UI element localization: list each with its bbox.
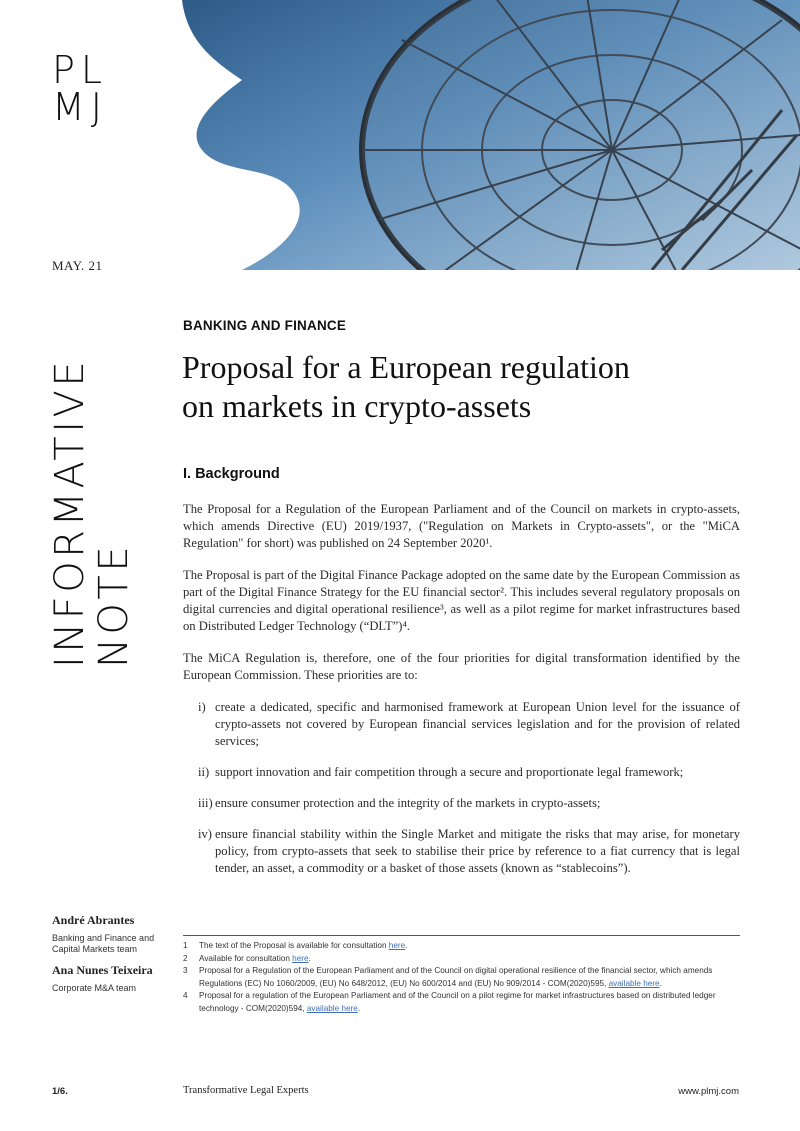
footnote-text: The text of the Proposal is available for consultation	[199, 941, 389, 950]
footnote-link[interactable]: available here	[608, 978, 660, 988]
footnote	[183, 965, 740, 990]
footnotes	[183, 940, 740, 1015]
list-item-text: support innovation and fair competition through a secure and proportionate legal framework;	[215, 765, 684, 779]
footnote-link[interactable]: here	[388, 941, 406, 950]
footnote-end: .	[357, 1003, 361, 1013]
author-team: Corporate M&A team	[52, 983, 137, 993]
paragraph: The MiCA Regulation is, therefore, one of the four priorities for digital transformation identified by the European Commission. These priorities are to:	[183, 651, 740, 682]
priorities-list	[183, 699, 740, 877]
list-item-number: i)	[198, 700, 206, 714]
footnote-end: .	[308, 953, 311, 963]
author-name: André Abrantes	[52, 913, 135, 927]
footnote-link[interactable]: here	[292, 953, 309, 963]
list-item	[183, 795, 740, 812]
footnote-end: .	[405, 941, 408, 950]
author-team: Banking and Finance and Capital Markets team	[52, 933, 155, 954]
title-line-2: on markets in crypto-assets	[182, 388, 532, 424]
footnote-end: .	[659, 978, 662, 988]
list-item-text: create a dedicated, specific and harmonised framework at European Union level for the issuance of crypto-assets not covered by European financial services legislation and for the provision of related services;	[215, 700, 740, 748]
authors-block	[52, 914, 162, 1004]
footer-tagline: Transformative Legal Experts	[183, 1085, 309, 1096]
section-label: BANKING AND FINANCE	[183, 318, 347, 333]
title-line-1: Proposal for a European regulation	[182, 349, 630, 385]
vertical-title-line-2: NOTE	[91, 542, 137, 668]
list-item-number: iv)	[198, 827, 212, 841]
plmj-logo	[52, 48, 109, 129]
footnote-link[interactable]: available here	[306, 1003, 358, 1013]
vertical-document-type	[48, 358, 136, 668]
hero-image	[182, 0, 800, 270]
logo-line-2: MJ	[52, 85, 108, 129]
footnote	[183, 990, 740, 1015]
list-item-number: ii)	[198, 765, 210, 779]
footnote	[183, 940, 740, 953]
page-number: 1/6.	[52, 1086, 68, 1097]
footer-website[interactable]: www.plmj.com	[678, 1086, 739, 1097]
paragraph: The Proposal is part of the Digital Finance Package adopted on the same date by the European Commission as part of the Digital Finance Strategy for the EU financial sector². This includes several regulatory proposals on digital currencies and digital operational resilience³, as well as a pilot regime for market infrastructures based on Distributed Ledger Technology (“DLT”)⁴.	[183, 568, 740, 633]
list-item	[183, 826, 740, 877]
list-item-number: iii)	[198, 796, 213, 810]
vertical-title-line-1: INFORMATIVE	[47, 357, 93, 668]
footnote-number: 1	[183, 941, 188, 950]
body-text	[183, 501, 740, 891]
footnote-number: 3	[183, 966, 188, 975]
footnote-text: Proposal for a Regulation of the European Parliament and of the Council on digital operational resilience of the financial sector, which amends Regulations (EC) No 1060/2009, (EU) No 648/2012, (EU) No 600/2014 and (EU) No 909/2014 - COM(2020)595,	[199, 966, 713, 988]
publication-date: MAY. 21	[52, 258, 103, 273]
footnote	[183, 953, 740, 966]
list-item-text: ensure consumer protection and the integrity of the markets in crypto-assets;	[215, 796, 601, 810]
list-item	[183, 764, 740, 781]
list-item	[183, 699, 740, 750]
paragraph: The Proposal for a Regulation of the European Parliament and of the Council on markets in crypto-assets, which amends Directive (EU) 2019/1937, ("Regulation on Markets in Crypto-assets", or the "MiCA Regulation" for short) was published on 24 September 2020¹.	[183, 502, 740, 550]
logo-line-1: PL	[52, 48, 109, 92]
list-item-text: ensure financial stability within the Single Market and mitigate the risks that may arise, for monetary policy, from crypto-assets that seek to stabilise their price by reference to a fiat currency that is legal tender, an asset, a commodity or a basket of those assets (known as “stablecoins”).	[215, 827, 740, 875]
footnote-text: Proposal for a regulation of the European Parliament and of the Council on a pilot regime for market infrastructures based on distributed ledger technology - COM(2020)594,	[199, 991, 716, 1013]
document-title	[182, 348, 762, 426]
footnote-text: Available for consultation	[199, 953, 293, 963]
satellite-dish-image	[182, 0, 800, 270]
section-heading: I. Background	[183, 466, 280, 482]
footnote-number: 4	[183, 991, 188, 1000]
footnote-divider	[183, 935, 740, 936]
footnote-number: 2	[183, 953, 188, 963]
author-name: Ana Nunes Teixeira	[52, 963, 153, 977]
